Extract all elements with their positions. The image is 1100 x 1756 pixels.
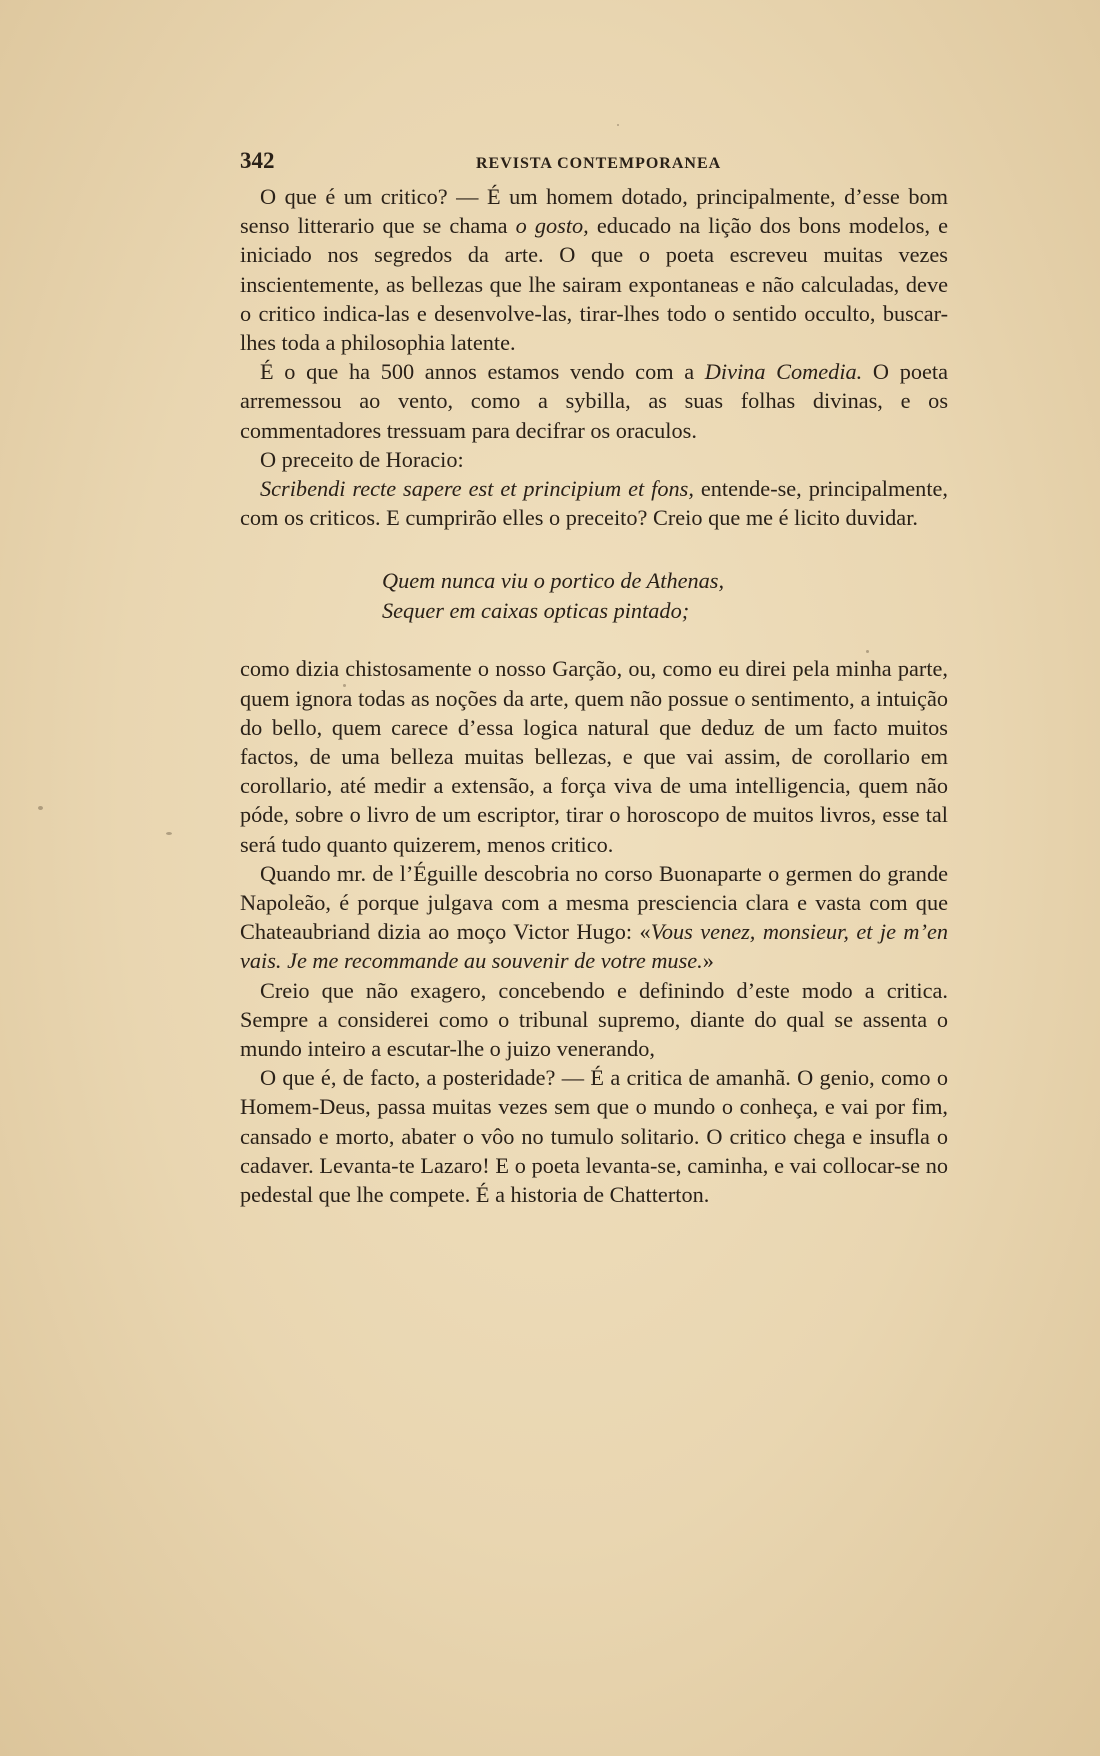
paragraph-text: O que é um critico? — É um homem dotado, principalmente, d’esse bom senso litterario que se chama [240,184,948,239]
paragraph-horacio: O preceito de Horacio: [260,446,464,472]
journal-title: REVISTA CONTEMPORANEA [476,155,722,172]
paragraph-tribunal: Creio que não exagero, concebendo e definindo d’este modo a critica. Sempre a considerei como o tribunal supremo, diante do qual se assenta o mundo inteiro a escutar-lhe o juizo venerando, [240,977,948,1062]
paragraph-text: O poeta arremessou ao vento, como a sybilla, as suas folhas divinas, e os commentadores tressuam para decifrar os oraculos. [240,359,948,443]
paragraph-divina-comedia [240,357,948,445]
paragraph-text: Quando mr. de l’Éguille descobria no corso Buonaparte o germen do grande Napoleão, é porque julgava com a mesma presciencia clara e vasta com que Chateaubriand dizia ao moço Victor Hugo: « [240,860,948,945]
running-head [240,148,948,176]
paragraph-eguille [240,859,948,976]
verse-quote [382,566,948,626]
paragraph-critic-definition [240,182,948,357]
paper-speck [38,806,43,810]
quote-close: » [702,948,714,974]
french-quote: Vous venez, monsieur, et je m’en vais. Je me recommande au souvenir de votre muse. [240,919,949,974]
paragraph-text: entende-se, principalmente, com os criticos. E cumprirão elles o preceito? Creio que me é licito duvidar. [240,476,948,531]
italic-phrase: o gosto, [515,213,589,239]
verse-line-1: Quem nunca viu o portico de Athenas, [382,568,725,594]
paragraph-garcao: como dizia chistosamente o nosso Garção, ou, como eu direi pela minha parte, quem ignora todas as noções da arte, quem não possue o sentimento, a intuição do bello, quem carece d’essa logica natural que deduz de um facto muitos factos, de uma belleza muitas bellezas, e que vai assim, de corollario em corollario, até medir a extensão, a força viva de uma intelligencia, quem não póde, sobre o livro de um escriptor, tirar o horoscopo de muitos livros, esse tal será tudo quanto quizerem, menos critico. [240,656,948,857]
paper-speck [617,124,619,126]
verse-line-2: Sequer em caixas opticas pintado; [382,598,690,624]
paragraph-text: É o que ha 500 annos estamos vendo com a [260,359,695,385]
page-number: 342 [240,148,275,173]
paper-speck [166,832,172,835]
italic-title: Divina Comedia. [704,359,863,385]
latin-quote: Scribendi recte sapere est et principium et fons, [260,476,694,502]
paragraph-posteridade: O que é, de facto, a posteridade? — É a critica de amanhã. O genio, como o Homem-Deus, passa muitas vezes sem que o mundo o conheça, e vai por fim, cansado e morto, abater o vôo no tumulo solitario. O critico chega e insufla o cadaver. Levanta-te Lazaro! E o poeta levanta-se, caminha, e vai collocar-se no pedestal que lhe compete. É a historia de Chatterton. [240,1065,948,1208]
paragraph-text: educado na lição dos bons modelos, e iniciado nos segredos da arte. O que o poeta escreveu muitas vezes inscientemente, as bellezas que lhe sairam expontaneas e não calculadas, deve o critico indica-las e desenvolve-las, tirar-lhes todo o sentido occulto, buscar-lhes toda a philosophia latente. [240,213,949,356]
page-text [240,148,948,1209]
paragraph-latin-precept [240,474,948,532]
